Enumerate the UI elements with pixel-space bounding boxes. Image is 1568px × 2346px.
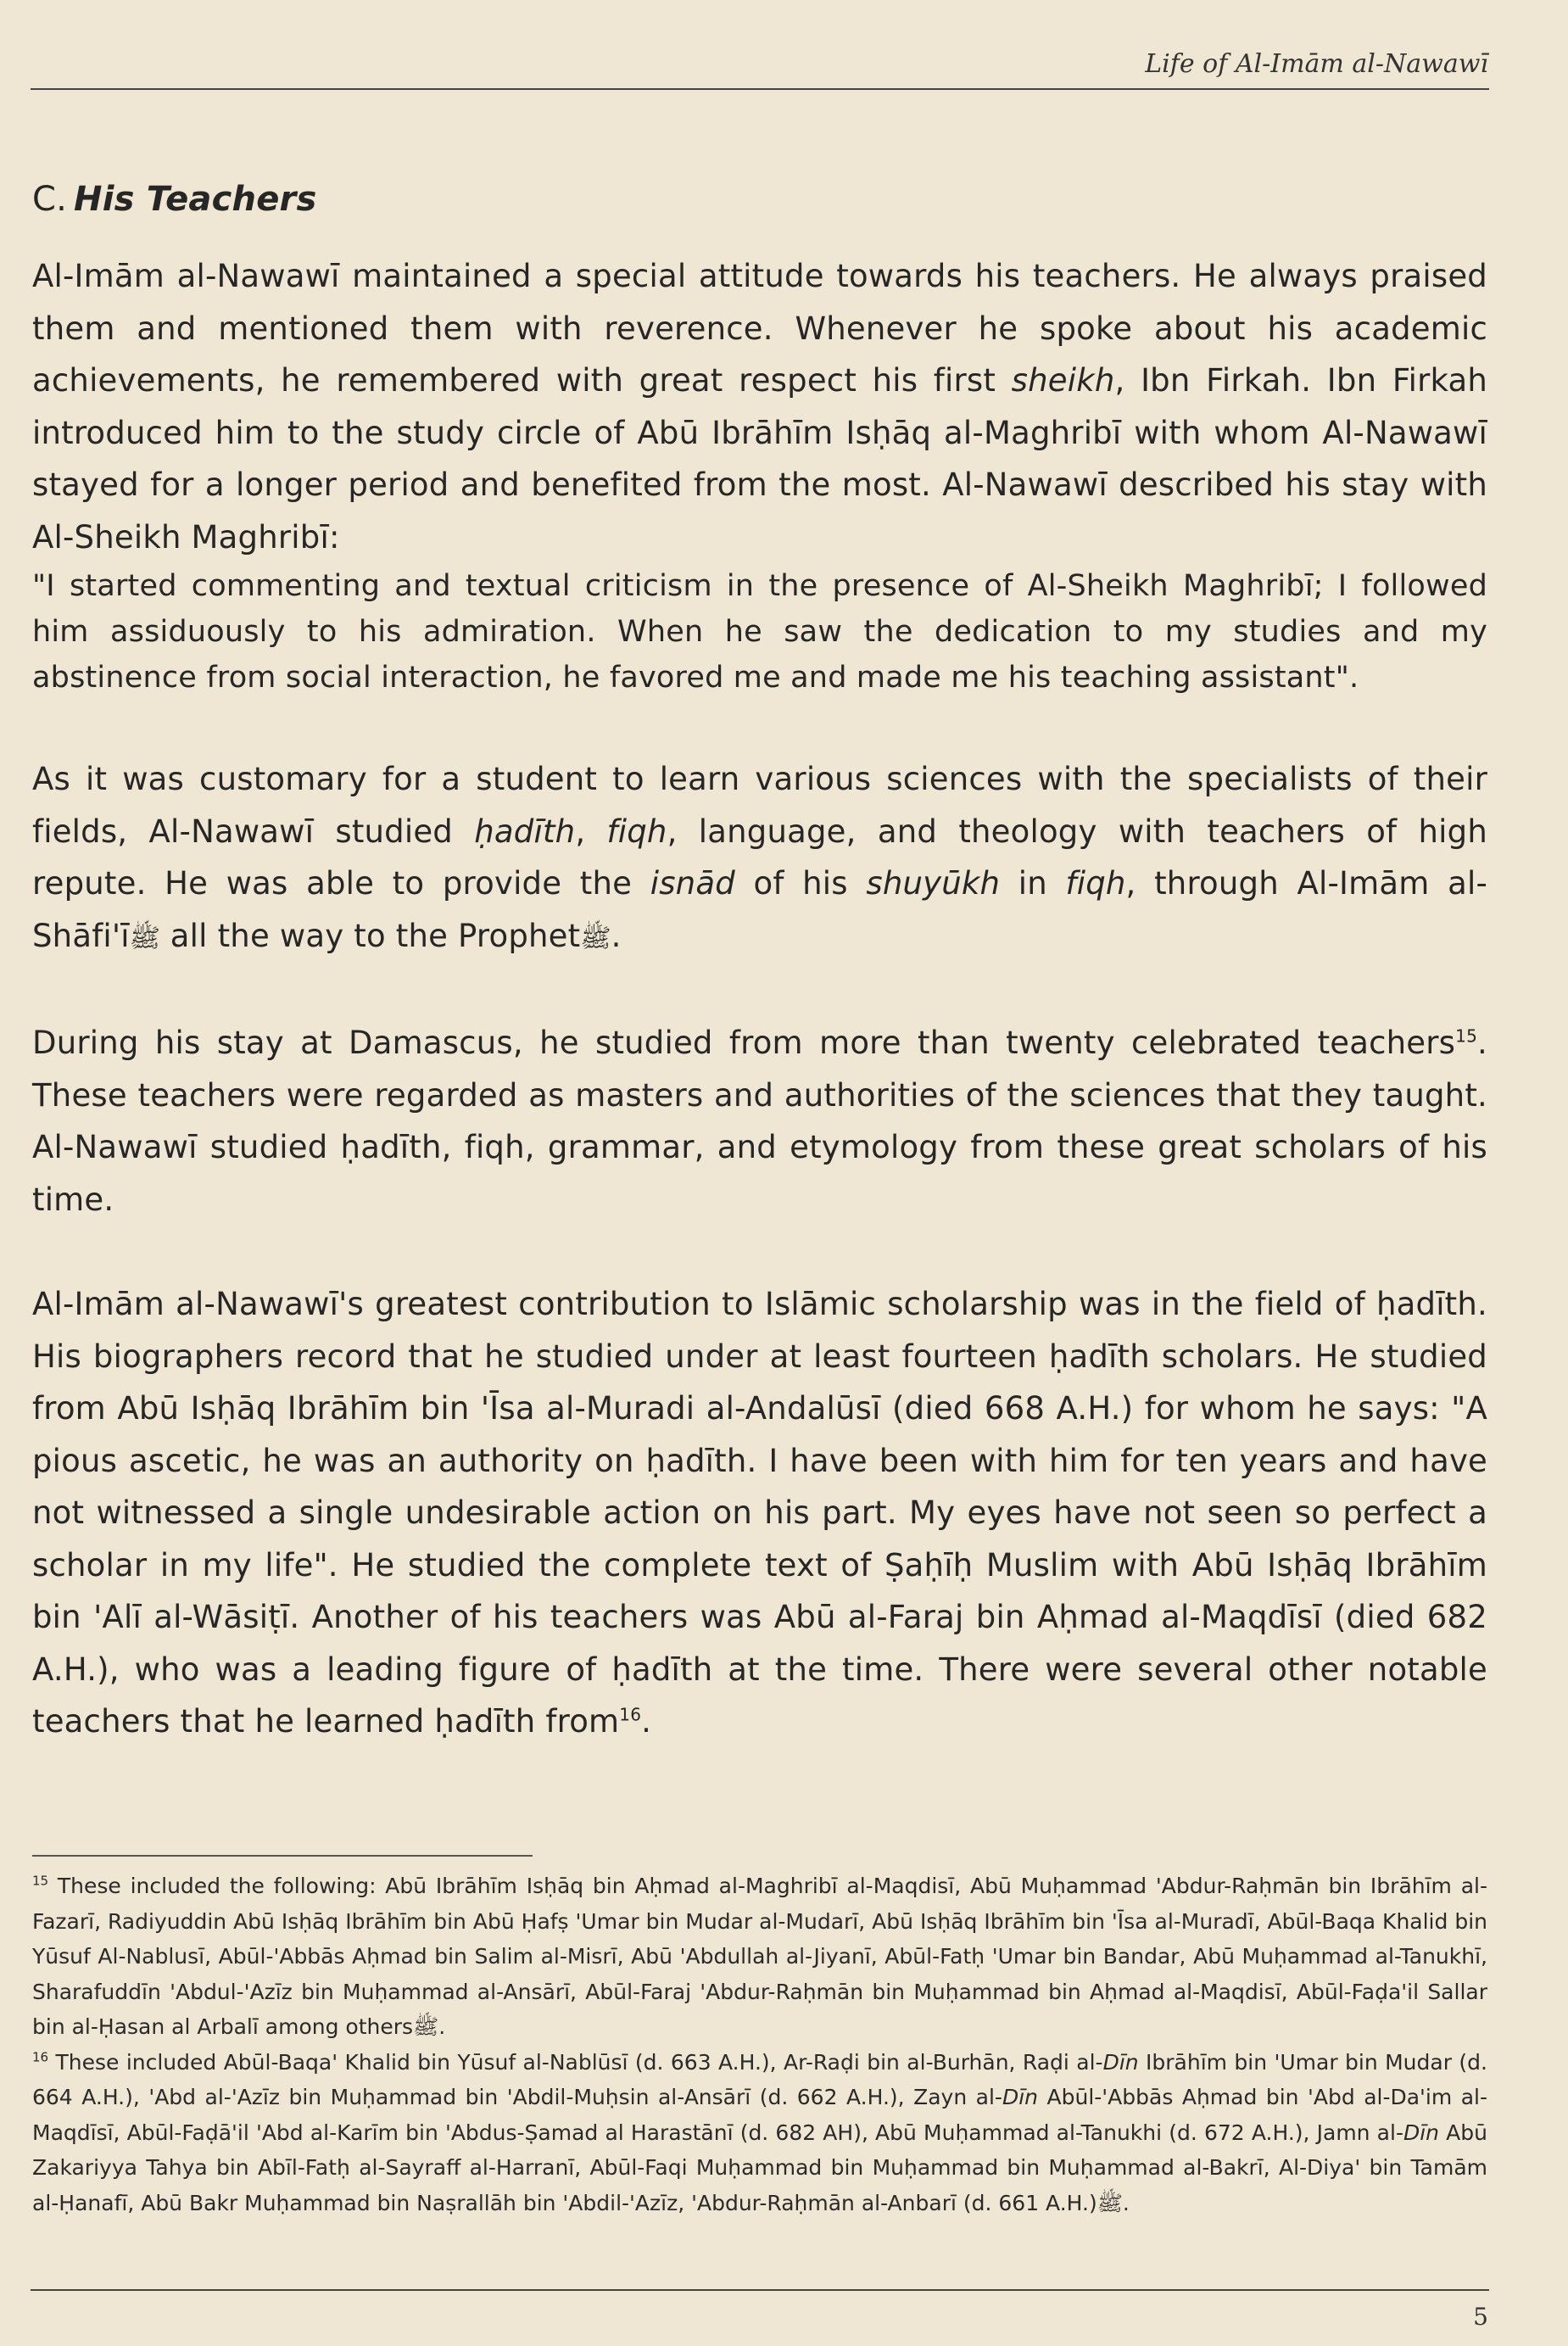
footnote-number: 16 (32, 2049, 49, 2065)
main-text (32, 174, 1487, 1748)
section-title: His Teachers (74, 180, 317, 219)
section-heading (32, 174, 1487, 225)
running-head: Life of Al-Imām al-Nawawī (1145, 49, 1488, 79)
block-quote: "I started commenting and textual criticism in the presence of Al-Sheikh Maghribī; I followed him assiduously to his admiration. When he saw the dedication to my studies and my abstinence from social interaction, he favored me and made me his teaching assistant". (32, 569, 1487, 695)
footnote-ref-16[interactable]: 16 (619, 1704, 642, 1725)
page-number: 5 (1473, 2303, 1488, 2331)
italic-term: shuyūkh (866, 865, 1001, 902)
italic-term: sheikh (1011, 362, 1115, 399)
paragraph-2: As it was customary for a student to learn various sciences with the specialists of their fields, Al-Nawawī studied ḥadīth, fiqh, language, and theology with teachers of high repute. He was able to provide the isnād of his shuyūkh in fiqh, through Al-Imām al-Shāfi'īﷺ all the way to the Prophetﷺ. (32, 761, 1487, 954)
paragraph-3: During his stay at Damascus, he studied from more than twenty celebrated teachers$^{15}$. These teachers were regarded as masters and authorities of the sciences that they taught. Al-Nawawī studied ḥadīth, fiqh, grammar, and etymology from these great scholars of his time. (32, 1025, 1487, 1218)
header-rule (31, 88, 1489, 90)
footnote-number: 15 (32, 1873, 49, 1889)
paragraph-1: Al-Imām al-Nawawī maintained a special attitude towards his teachers. He always praised them and mentioned them with reverence. Whenever he spoke about his academic achievements, he remembered with great respect his first sheikh, Ibn Firkah. Ibn Firkah introduced him to the study circle of Abū Ibrāhīm Isḥāq al-Maghribī with whom Al-Nawawī stayed for a longer period and benefited from the most. Al-Nawawī described his stay with Al-Sheikh Maghribī: (32, 258, 1488, 556)
italic-term: ḥadīth (474, 813, 576, 850)
italic-term: fiqh (1065, 865, 1126, 902)
section-letter: C. (32, 180, 68, 219)
footnote-15: $^{15}$ These included the following: Abū Ibrāhīm Isḥāq bin Aḥmad al-Maghribī al-Maqdisī, Abū Muḥammad 'Abdur-Raḥmān bin Ibrāhīm al-Fazarī, Radiyuddin Abū Isḥāq Ibrāhīm bin Abū Ḥafṣ 'Umar bin Mudar al-Mudarī, Abū Isḥāq Ibrāhīm bin 'Īsa al-Muradī, Abūl-Baqa Khalid bin Yūsuf Al-Nablusī, Abūl-'Abbās Aḥmad bin Salim al-Misrī, Abū 'Abdullah al-Jiyanī, Abūl-Fatḥ 'Umar bin Bandar, Abū Muḥammad al-Tanukhī, Sharafuddīn 'Abdul-'Azīz bin Muḥammad al-Ansārī, Abūl-Faraj 'Abdur-Raḥmān bin Muḥammad bin Aḥmad al-Maqdisī, Abūl-Faḍa'il Sallar bin al-Ḥasan al Arbalī among othersﷺ. (32, 1873, 1487, 2039)
footnote-16: $^{16}$ These included Abūl-Baqa' Khalid bin Yūsuf al-Nablūsī (d. 663 A.H.), Ar-Raḍi bin al-Burhān, Raḍi al-Dīn Ibrāhīm bin 'Umar bin Mudar (d. 664 A.H.), 'Abd al-'Azīz bin Muḥammad bin 'Abdil-Muḥsin al-Ansārī (d. 662 A.H.), Zayn al-Dīn Abūl-'Abbās Aḥmad bin 'Abd al-Da'im al-Maqdīsī, Abūl-Faḍā'il 'Abd al-Karīm bin 'Abdus-Ṣamad al Harastānī (d. 682 AH), Abū Muḥammad al-Tanukhi (d. 672 A.H.), Jamn al-Dīn Abū Zakariyya Tahya bin Abīl-Fatḥ al-Sayraff al-Harranī, Abūl-Faqi Muḥammad bin Muḥammad bin Muḥammad al-Bakrī, Al-Diya' bin Tamām al-Ḥanafī, Abū Bakr Muḥammad bin Naṣrallāh bin 'Abdil-'Azīz, 'Abdur-Raḥmān al-Anbarī (d. 661 A.H.)ﷺ. (32, 2049, 1488, 2215)
honorific-glyph: ﷺ (413, 2014, 439, 2039)
footnote-rule (32, 1855, 533, 1857)
honorific-glyph: ﷺ (580, 923, 611, 953)
italic-term: fiqh (606, 813, 667, 850)
honorific-glyph: ﷺ (1096, 2190, 1123, 2215)
italic-term: isnād (650, 865, 735, 902)
footnote-ref-15[interactable]: 15 (1455, 1025, 1478, 1047)
footer-rule (31, 2289, 1489, 2291)
footnotes (32, 1868, 1487, 2220)
paragraph-4: Al-Imām al-Nawawī's greatest contribution to Islāmic scholarship was in the field of ḥadīth. His biographers record that he studied under at least fourteen ḥadīth scholars. He studied from Abū Isḥāq Ibrāhīm bin 'Īsa al-Muradi al-Andalūsī (died 668 A.H.) for whom he says: "A pious ascetic, he was an authority on ḥadīth. I have been with him for ten years and have not witnessed a single undesirable action on his part. My eyes have not seen so perfect a scholar in my life". He studied the complete text of Ṣaḥīḥ Muslim with Abū Isḥāq Ibrāhīm bin 'Alī al-Wāsiṭī. Another of his teachers was Abū al-Faraj bin Aḥmad al-Maqdīsī (died 682 A.H.), who was a leading figure of ḥadīth at the time. There were several other notable teachers that he learned ḥadīth from$^{16}$. (32, 1286, 1487, 1740)
honorific-glyph: ﷺ (129, 923, 161, 953)
